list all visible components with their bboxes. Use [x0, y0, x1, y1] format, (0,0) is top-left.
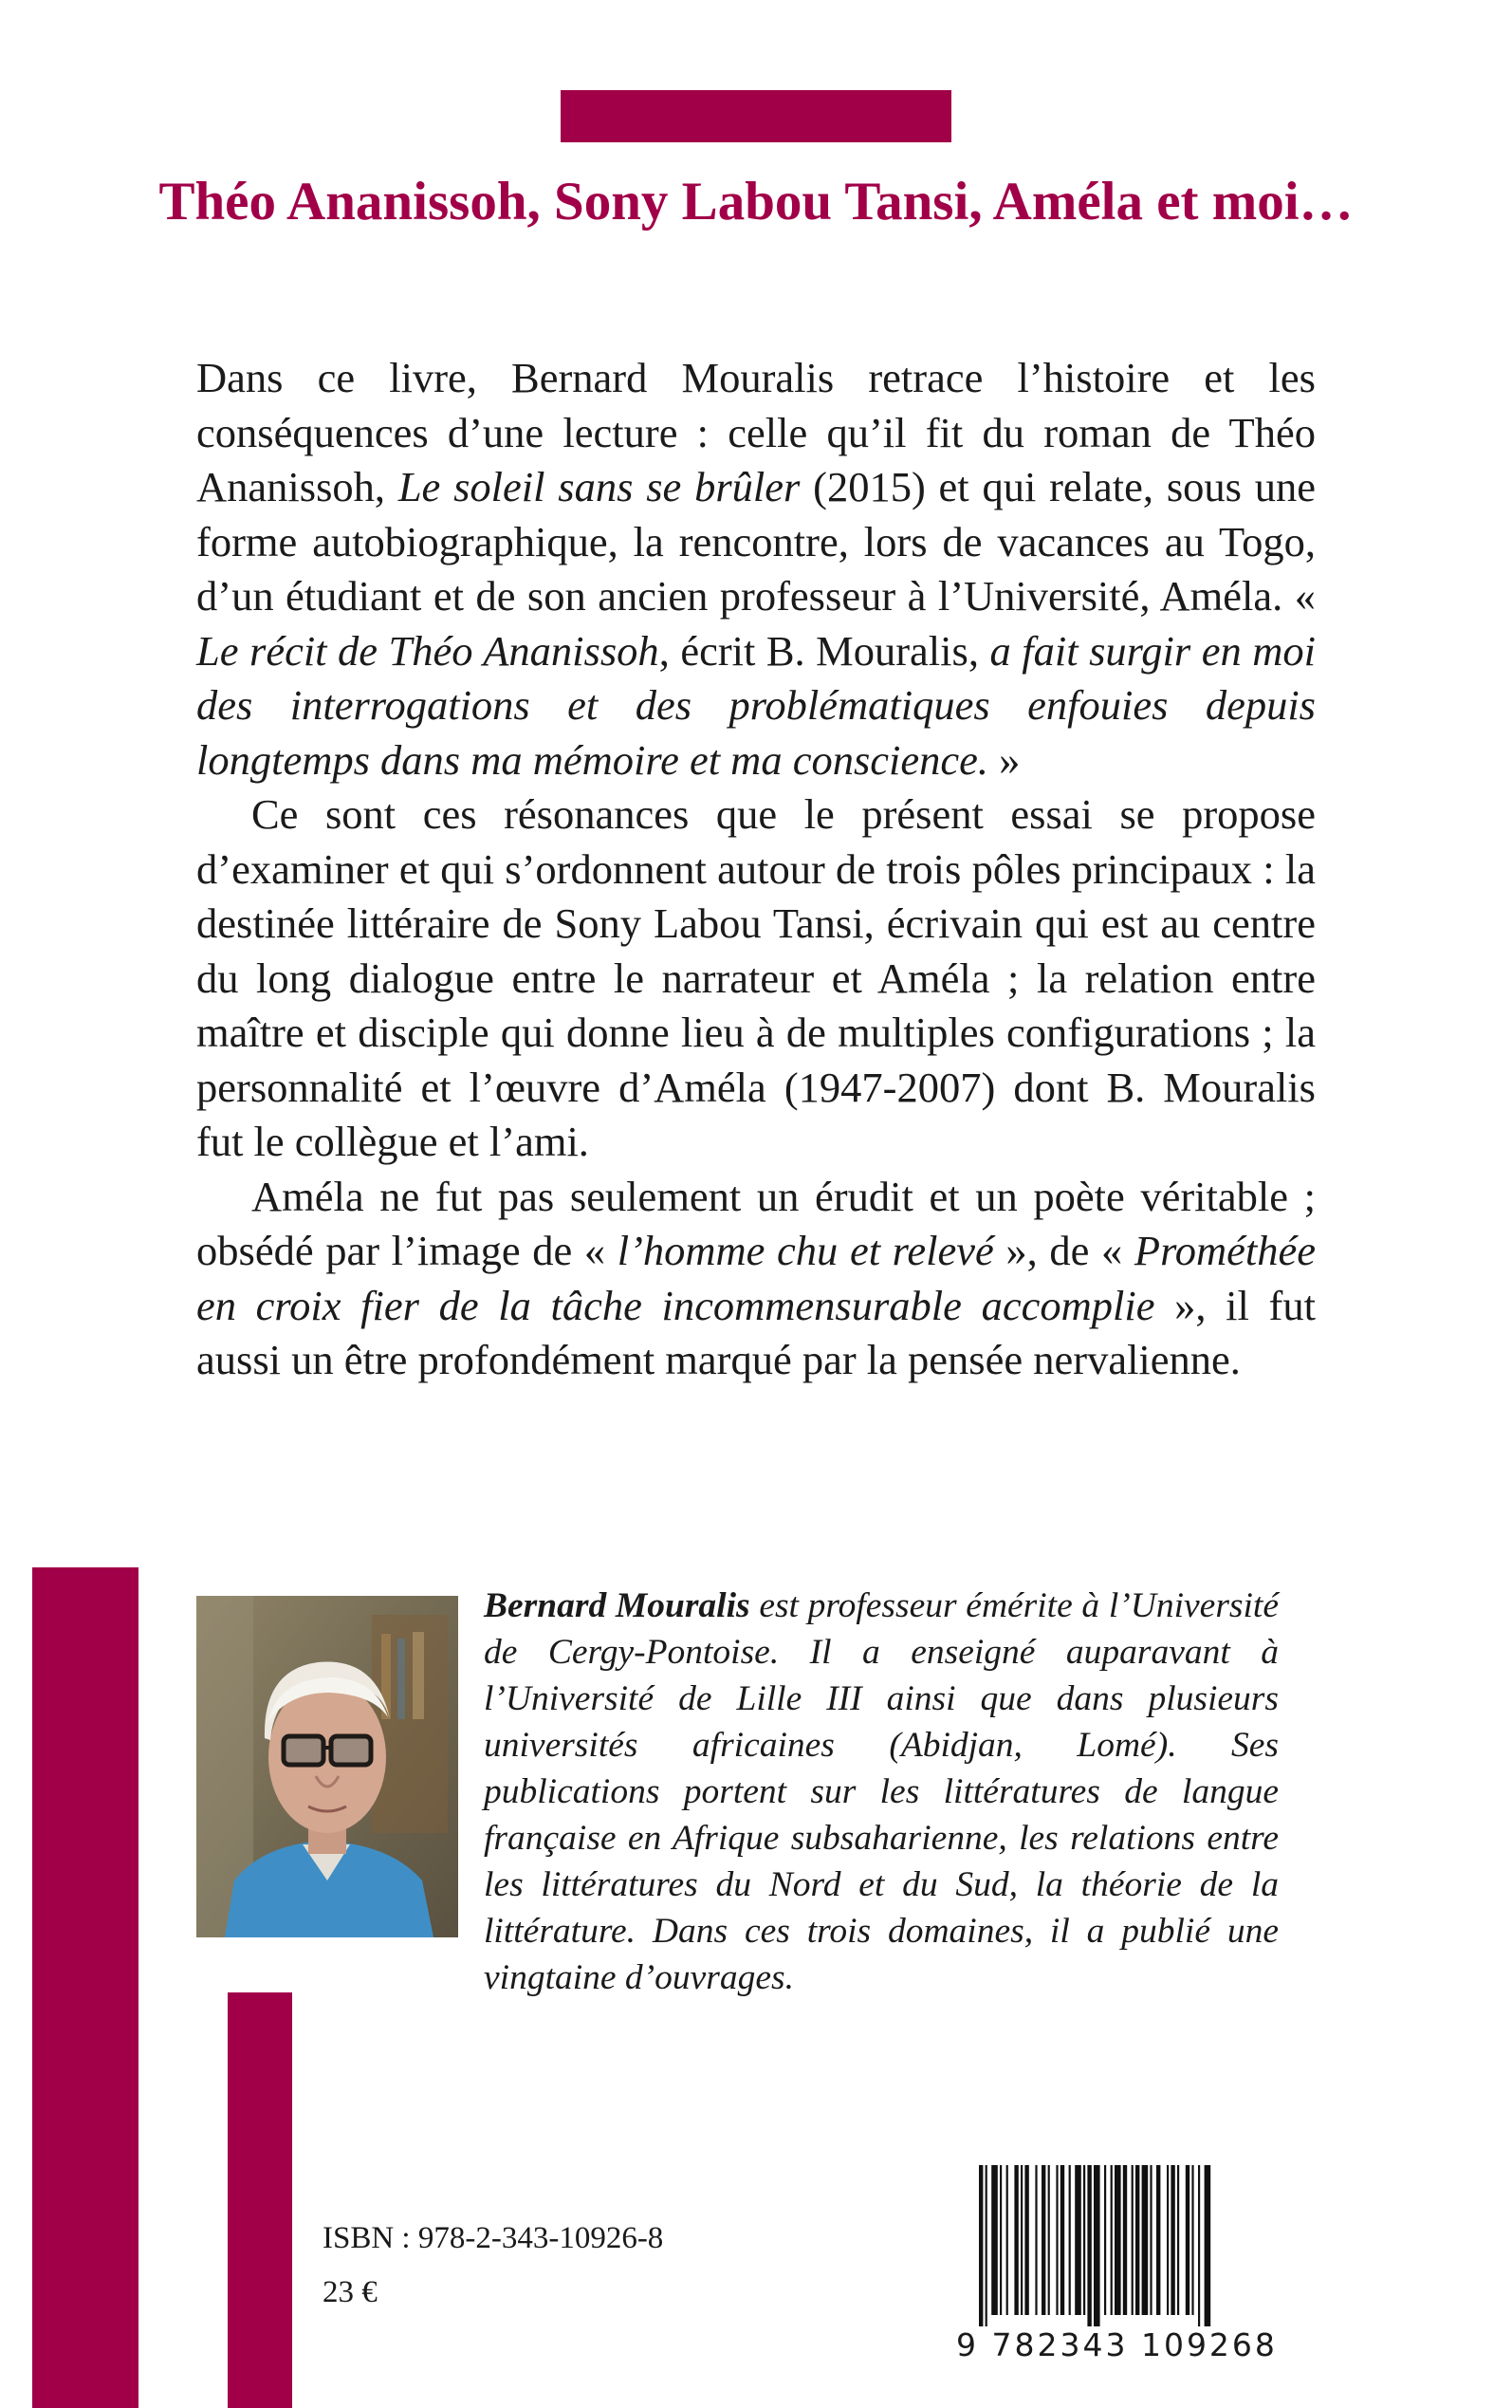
- author-portrait-image: [196, 1596, 458, 1937]
- barcode-bar: [1123, 2165, 1127, 2315]
- barcode-bar: [1177, 2165, 1179, 2315]
- author-name: Bernard Mouralis: [484, 1586, 750, 1625]
- summary-text: Améla ne fut pas seulement un érudit et un poète véritable ; obsédé par l’image de «: [196, 1172, 1316, 1274]
- barcode-digits: 9 782343 109268: [956, 2326, 1278, 2363]
- barcode-bar: [1115, 2165, 1121, 2315]
- barcode-bar: [991, 2165, 998, 2315]
- barcode-bar: [1056, 2165, 1058, 2315]
- summary-paragraph-2: Ce sont ces résonances que le présent essai se propose d’examiner et qui s’ordonnent autour de trois pôles principaux : la destinée littéraire de Sony Labou Tansi, écrivain qui est au centre du long dialogue entre le narrateur et Améla ; la relation entre maître et disciple qui donne lieu à de multiples configurations ; la personnalité et l’œuvre d’Améla (1947-2007) dont B. Mouralis fut le collègue et l’ami.: [196, 790, 1316, 1165]
- barcode-bar: [1000, 2165, 1002, 2315]
- book-title: Théo Ananissoh, Sony Labou Tansi, Améla et moi…: [158, 172, 1354, 232]
- barcode-bars: [956, 2165, 1309, 2326]
- barcode-bar: [1186, 2165, 1189, 2315]
- barcode-bar: [1150, 2165, 1152, 2315]
- barcode-bar: [1111, 2165, 1113, 2315]
- barcode-bar: [1094, 2165, 1100, 2326]
- top-accent-bar: [561, 90, 951, 142]
- summary-paragraph-1: [196, 351, 1316, 787]
- barcode-bar: [1060, 2165, 1064, 2315]
- barcode-bar: [1042, 2165, 1045, 2315]
- isbn: ISBN : 978-2-343-10926-8: [323, 2221, 664, 2255]
- summary-text: (2015) et qui relate, sous une forme autobiographique, la rencontre, lors de vacances au Togo, d’un étudiant et de son ancien professeur à l’Université, Améla. «: [196, 463, 1317, 620]
- barcode-bar: [1205, 2165, 1211, 2326]
- quote-text: Prométhée en croix fier de la tâche incommensurable accomplie: [196, 1227, 1316, 1329]
- novel-title: Le soleil sans se brûler: [397, 463, 801, 510]
- summary-text: Dans ce livre, Bernard Mouralis retrace l’histoire et les conséquences d’une lecture : celle qu’il fit du roman de Théo Ananissoh,: [196, 354, 1316, 510]
- summary-text: »: [988, 735, 1021, 784]
- summary-paragraph-3: [196, 1170, 1316, 1388]
- quote-text: a fait surgir en moi des interrogations et des problématiques enfouies depuis longtemps dans ma mémoire et ma conscience.: [196, 626, 1316, 784]
- barcode-bar: [1083, 2165, 1085, 2315]
- barcode-bar: [1048, 2165, 1050, 2315]
- barcode-bar: [1024, 2165, 1028, 2315]
- barcode-bar: [1156, 2165, 1160, 2315]
- barcode-bar: [1198, 2165, 1200, 2326]
- barcode-bar: [1021, 2165, 1023, 2315]
- barcode-bar: [1191, 2165, 1193, 2315]
- summary-text: », il fut aussi un être profondément marqué par la pensée nervalienne.: [196, 1281, 1316, 1383]
- summary-text: , écrit B. Mouralis,: [658, 626, 990, 675]
- barcode-bar: [1035, 2165, 1037, 2315]
- author-photo: [196, 1596, 458, 1937]
- back-cover-summary: [196, 351, 1316, 1388]
- barcode-bar: [1014, 2165, 1018, 2315]
- author-bio: [484, 1583, 1279, 2001]
- quote-text: Le récit de Théo Ananissoh: [196, 626, 659, 675]
- barcode-bar: [1142, 2165, 1149, 2315]
- author-bio-text: est professeur émérite à l’Université de Cergy-Pontoise. Il a enseigné auparavant à l’Université de Lille III ainsi que dans plusieurs universités africaines (Abidjan, Lomé). Ses publications portent sur les littératures de langue française en Afrique subsaharienne, les relations entre les littératures du Nord et du Sud, la théorie de la littérature. Dans ces trois domaines, il a publié une vingtaine d’ouvrages.: [484, 1586, 1279, 1997]
- barcode-bar: [986, 2165, 987, 2326]
- barcode-bar: [1171, 2165, 1174, 2315]
- barcode-bar: [1104, 2165, 1106, 2315]
- barcode-bar: [1167, 2165, 1169, 2315]
- barcode-bar: [1075, 2165, 1081, 2315]
- barcode-bar: [1132, 2165, 1134, 2315]
- barcode-bar: [1135, 2165, 1139, 2315]
- price: 23 €: [323, 2275, 378, 2309]
- barcode-bar: [1087, 2165, 1091, 2326]
- left-accent-bar: [32, 1567, 138, 2408]
- barcode-bar: [1069, 2165, 1071, 2315]
- barcode-bar: [1006, 2165, 1008, 2315]
- barcode-bar: [979, 2165, 983, 2326]
- quote-text: l’homme chu et relevé: [617, 1227, 994, 1274]
- left-accent-bar-short: [228, 1992, 292, 2408]
- summary-text: », de «: [993, 1227, 1134, 1274]
